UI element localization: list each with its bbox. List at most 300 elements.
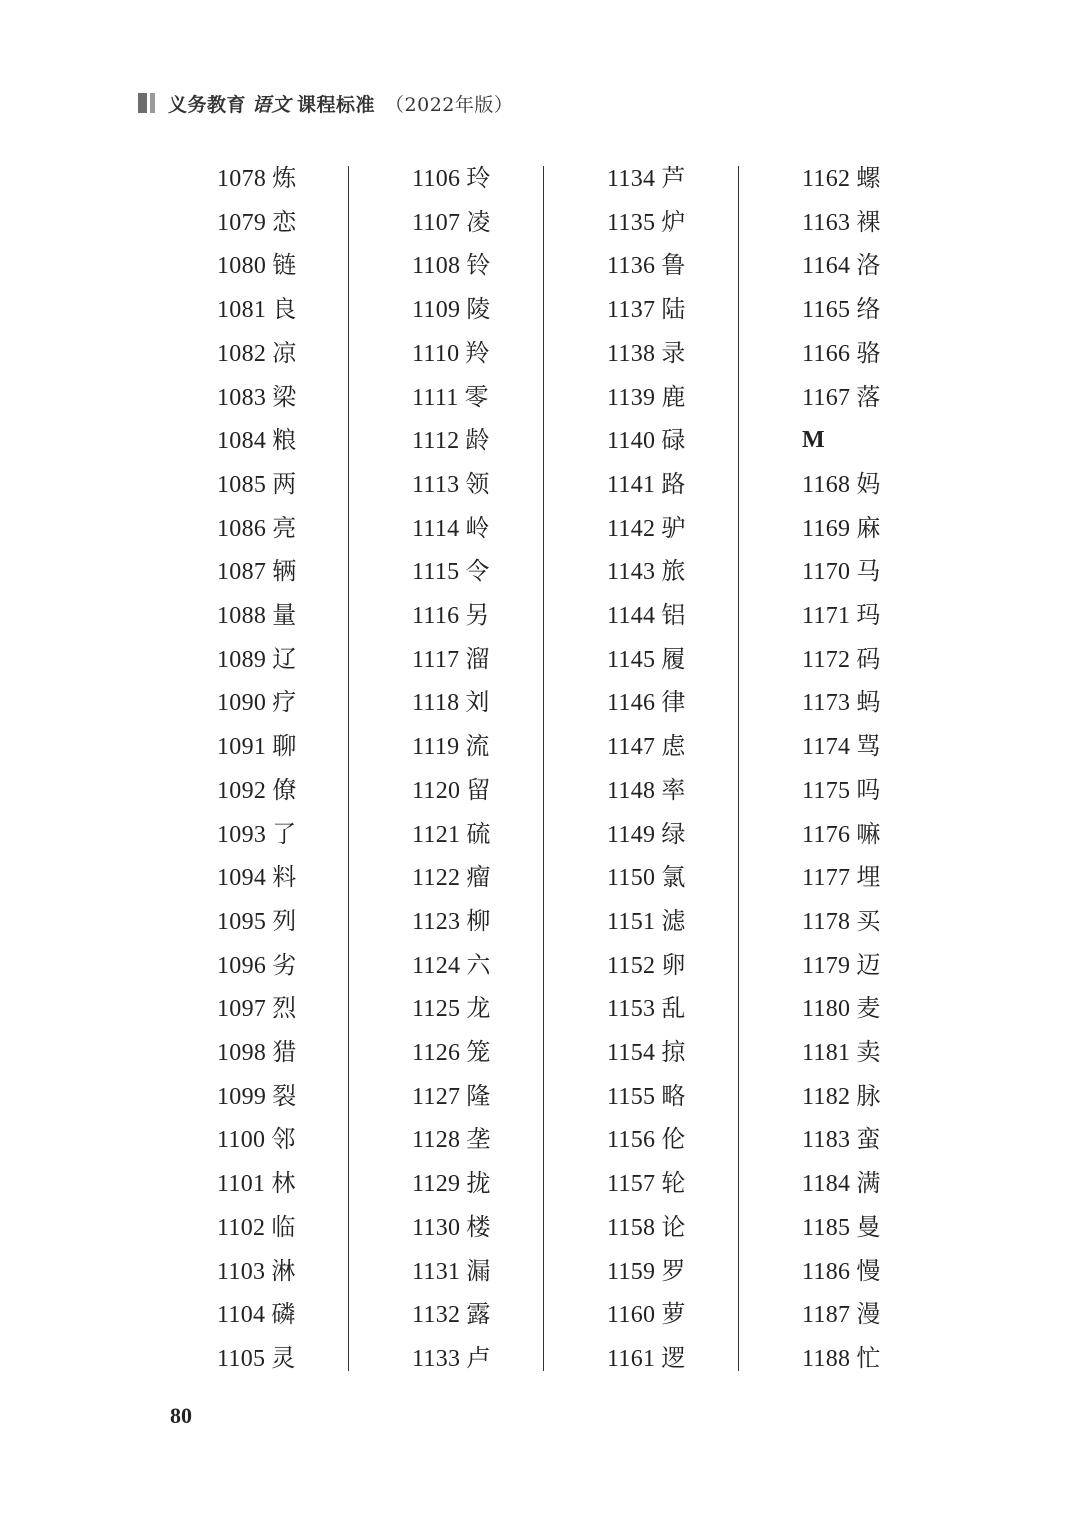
character-entry [217,680,296,724]
character-entry [217,1117,295,1161]
entry-character: 恋 [272,207,297,236]
character-entry [217,375,296,419]
entry-character: 曼 [856,1212,881,1241]
character-entry [607,1074,685,1118]
entry-character: 露 [466,1300,491,1329]
entry-number: 1079 [217,209,267,236]
character-entry [217,1336,295,1380]
character-entry [802,1161,880,1205]
entry-number: 1163 [802,209,851,236]
character-entry [217,855,296,899]
entry-character: 疗 [272,688,297,717]
header-bar-icon [138,93,158,113]
entry-number: 1167 [802,384,851,411]
entry-character: 楼 [466,1212,491,1241]
entry-character: 链 [272,251,297,280]
entry-number: 1130 [412,1214,461,1241]
entry-number: 1111 [412,384,459,411]
entry-number: 1105 [217,1345,266,1372]
entry-character: 龄 [465,426,490,455]
entry-character: 烈 [272,994,297,1023]
entry-number: 1094 [217,865,267,892]
entry-number: 1127 [412,1083,461,1110]
entry-number: 1085 [217,471,267,498]
entry-character: 凉 [272,338,297,367]
character-entry [802,986,880,1030]
entry-character: 埋 [856,863,881,892]
entry-number: 1137 [607,297,656,324]
entry-character: 陵 [466,295,491,324]
entry-character: 良 [272,295,297,324]
entry-character: 另 [465,601,490,629]
character-entry [412,418,489,462]
entry-character: 路 [661,469,686,498]
entry-character: 逻 [661,1343,686,1372]
character-entry [217,243,296,287]
entry-character: 鲁 [661,251,686,280]
entry-number: 1100 [217,1127,266,1154]
entry-character: 驴 [661,513,686,542]
entry-character: 轮 [661,1169,686,1198]
character-entry [217,287,296,331]
character-entry [412,1292,490,1336]
character-entry [802,1205,880,1249]
entry-number: 1161 [607,1345,656,1372]
entry-number: 1151 [607,908,656,935]
entry-character: 马 [856,557,881,586]
character-entry [802,1030,880,1074]
entry-character: 伦 [661,1125,686,1154]
entry-number: 1103 [217,1258,266,1285]
character-entry [802,680,880,724]
entry-number: 1184 [802,1171,851,1198]
entry-number: 1091 [217,734,267,761]
entry-number: 1113 [412,471,460,498]
entry-character: 卖 [856,1038,881,1066]
entry-number: 1148 [607,777,656,804]
section-letter: M [802,427,825,454]
entry-character: 笼 [466,1038,491,1066]
entry-number: 1188 [802,1345,851,1372]
entry-character: 羚 [465,338,490,367]
character-entry [802,1074,880,1118]
character-entry [217,637,296,681]
entry-number: 1139 [607,384,656,411]
entry-character: 量 [272,601,297,629]
entry-character: 裸 [856,207,881,236]
character-entry [607,331,685,375]
column-divider [543,166,544,1371]
entry-character: 鹿 [661,382,686,411]
entry-character: 脉 [856,1081,881,1110]
character-entry [607,1292,685,1336]
entry-character: 洛 [856,251,881,280]
character-entry [412,1117,490,1161]
entry-character: 拢 [466,1169,491,1198]
entry-number: 1149 [607,821,656,848]
entry-character: 骆 [856,338,881,367]
entry-character: 慢 [856,1256,881,1285]
character-entry [217,1292,295,1336]
entry-number: 1142 [607,515,656,542]
entry-character: 卢 [466,1343,491,1372]
entry-character: 萝 [661,1300,686,1329]
entry-number: 1123 [412,908,461,935]
entry-number: 1078 [217,166,267,192]
character-entry [607,680,685,724]
entry-number: 1177 [802,865,851,892]
entry-character: 滤 [661,906,686,935]
entry-number: 1181 [802,1040,851,1066]
entry-number: 1175 [802,777,851,804]
character-entry [412,986,490,1030]
entry-character: 吗 [856,775,881,804]
character-entry [802,156,880,200]
character-entry [607,899,685,943]
entry-number: 1145 [607,646,656,673]
entry-number: 1121 [412,821,461,848]
character-table [0,156,1088,1386]
entry-number: 1090 [217,690,267,717]
character-entry [217,462,296,506]
entry-character: 碌 [661,426,686,455]
character-entry [802,1336,880,1380]
entry-character: 流 [465,732,490,761]
character-entry [217,1074,296,1118]
character-entry [802,724,880,768]
entry-character: 梁 [272,382,297,411]
character-entry [802,331,880,375]
character-entry [607,855,685,899]
entry-character: 麻 [856,513,881,542]
entry-number: 1118 [412,690,460,717]
entry-character: 螺 [856,164,881,192]
entry-character: 龙 [466,994,491,1023]
entry-character: 码 [856,644,881,673]
entry-character: 旅 [661,557,686,586]
character-entry [412,768,490,812]
entry-character: 漫 [856,1300,881,1329]
entry-number: 1178 [802,908,851,935]
entry-character: 了 [272,819,297,848]
entry-number: 1086 [217,515,267,542]
header-title-part3: 课程标准 [297,93,376,116]
character-entry [607,986,685,1030]
character-entry [217,506,296,550]
character-entry [217,1205,295,1249]
entry-character: 零 [464,382,489,411]
character-entry [802,243,880,287]
character-entry [607,200,685,244]
entry-character: 落 [856,382,881,411]
entry-character: 炉 [661,207,686,236]
entry-number: 1152 [607,952,656,979]
entry-character: 率 [661,775,686,804]
character-entry [802,1249,880,1293]
character-entry [802,855,880,899]
character-entry [412,506,489,550]
entry-number: 1156 [607,1127,656,1154]
entry-number: 1173 [802,690,851,717]
character-entry [412,812,490,856]
entry-character: 蛮 [856,1125,881,1154]
entry-number: 1128 [412,1127,461,1154]
entry-character: 料 [272,863,297,892]
entry-number: 1081 [217,297,267,324]
entry-character: 麦 [856,994,881,1023]
entry-number: 1124 [412,952,461,979]
character-entry [802,506,880,550]
entry-number: 1114 [412,515,460,542]
entry-number: 1126 [412,1040,461,1066]
column-divider [738,166,739,1371]
entry-number: 1141 [607,471,656,498]
entry-character: 录 [661,338,686,367]
character-entry [802,375,880,419]
entry-character: 炼 [272,164,297,192]
entry-character: 令 [465,557,490,586]
entry-number: 1082 [217,340,267,367]
character-entry [802,593,880,637]
entry-character: 领 [465,469,490,498]
entry-character: 玲 [466,164,491,192]
character-entry [607,812,685,856]
entry-character: 猎 [272,1038,297,1066]
character-entry [607,1249,685,1293]
entry-character: 罗 [661,1256,686,1285]
entry-character: 玛 [856,601,881,629]
entry-character: 陆 [661,295,686,324]
entry-number: 1083 [217,384,267,411]
character-entry [217,1249,295,1293]
character-entry [607,1117,685,1161]
entry-character: 柳 [466,906,491,935]
entry-character: 骂 [856,732,881,761]
entry-character: 临 [271,1212,296,1241]
character-entry [217,1161,295,1205]
entry-number: 1107 [412,209,461,236]
entry-character: 忙 [856,1343,881,1372]
character-entry [412,593,489,637]
entry-number: 1104 [217,1302,266,1329]
entry-character: 漏 [466,1256,491,1285]
character-entry [412,462,489,506]
entry-character: 乱 [661,994,686,1023]
entry-number: 1169 [802,515,851,542]
character-entry [412,156,490,200]
character-entry [607,1030,685,1074]
entry-number: 1087 [217,559,267,586]
entry-number: 1108 [412,253,461,280]
entry-number: 1099 [217,1083,267,1110]
entry-character: 淋 [271,1256,296,1285]
entry-number: 1109 [412,297,461,324]
entry-number: 1171 [802,603,851,629]
character-entry [802,287,880,331]
entry-number: 1153 [607,996,656,1023]
entry-number: 1174 [802,734,851,761]
entry-number: 1147 [607,734,656,761]
entry-number: 1119 [412,734,460,761]
entry-number: 1096 [217,952,267,979]
character-entry [412,375,489,419]
entry-character: 嘛 [856,819,881,848]
character-entry [217,899,296,943]
character-entry [802,637,880,681]
entry-number: 1112 [412,428,460,455]
entry-number: 1144 [607,603,656,629]
entry-number: 1097 [217,996,267,1023]
entry-number: 1098 [217,1040,267,1066]
entry-number: 1166 [802,340,851,367]
entry-number: 1116 [412,603,460,629]
character-entry [802,1292,880,1336]
entry-number: 1179 [802,952,851,979]
entry-character: 粮 [272,426,297,455]
entry-number: 1160 [607,1302,656,1329]
character-entry [607,768,685,812]
character-entry [802,462,880,506]
entry-number: 1155 [607,1083,656,1110]
entry-number: 1172 [802,646,851,673]
entry-number: 1159 [607,1258,656,1285]
entry-character: 两 [272,469,297,498]
entry-character: 迈 [856,950,881,979]
entry-character: 列 [272,906,297,935]
entry-number: 1185 [802,1214,851,1241]
entry-number: 1122 [412,865,461,892]
entry-character: 劣 [272,950,297,979]
character-entry [607,418,685,462]
entry-number: 1183 [802,1127,851,1154]
header-title-part1: 义务教育 [168,93,247,116]
entry-number: 1092 [217,777,267,804]
entry-character: 灵 [271,1343,296,1372]
character-entry [607,243,685,287]
entry-character: 买 [856,906,881,935]
entry-character: 绿 [661,819,686,848]
character-entry [217,768,296,812]
entry-character: 卵 [661,950,686,979]
character-entry [412,200,490,244]
page-number: 80 [170,1403,192,1428]
entry-number: 1138 [607,340,656,367]
entry-character: 铝 [661,601,686,629]
character-entry [412,637,489,681]
entry-character: 论 [661,1212,686,1241]
character-entry [607,375,685,419]
entry-character: 岭 [465,513,490,542]
entry-character: 掠 [661,1038,686,1066]
entry-character: 隆 [466,1081,491,1110]
entry-number: 1186 [802,1258,851,1285]
entry-character: 铃 [466,251,491,280]
entry-number: 1106 [412,166,461,192]
entry-character: 络 [856,295,881,324]
character-entry [412,1030,490,1074]
character-entry [412,1074,490,1118]
entry-number: 1136 [607,253,656,280]
entry-number: 1168 [802,471,851,498]
entry-number: 1187 [802,1302,851,1329]
character-entry [412,331,489,375]
entry-character: 刘 [465,688,490,717]
entry-number: 1182 [802,1083,851,1110]
entry-number: 1146 [607,690,656,717]
character-entry [802,943,880,987]
entry-number: 1080 [217,253,267,280]
character-entry [217,200,296,244]
character-entry [607,549,685,593]
entry-number: 1132 [412,1302,461,1329]
entry-character: 瘤 [466,863,491,892]
header-title-subject: 语文 [252,93,292,116]
entry-character: 亮 [272,513,297,542]
entry-character: 辆 [272,557,297,586]
entry-number: 1110 [412,340,460,367]
entry-character: 留 [466,775,491,804]
entry-character: 履 [661,644,686,673]
character-entry [217,331,296,375]
entry-character: 辽 [272,644,297,673]
entry-number: 1089 [217,646,267,673]
character-entry [412,1336,490,1380]
character-entry [607,593,685,637]
entry-number: 1084 [217,428,267,455]
character-entry [217,943,296,987]
character-entry [412,1205,490,1249]
entry-character: 邻 [271,1125,296,1154]
character-entry [802,899,880,943]
entry-number: 1135 [607,209,656,236]
entry-number: 1140 [607,428,656,455]
character-entry [412,855,490,899]
entry-number: 1131 [412,1258,461,1285]
character-entry [217,418,296,462]
entry-character: 磷 [271,1300,296,1329]
entry-number: 1093 [217,821,267,848]
entry-character: 律 [661,688,686,717]
entry-character: 凌 [466,207,491,236]
entry-number: 1088 [217,603,267,629]
entry-character: 聊 [272,732,297,761]
running-header [138,88,513,118]
entry-number: 1120 [412,777,461,804]
character-entry [412,287,490,331]
character-entry [412,899,490,943]
entry-number: 1102 [217,1214,266,1241]
entry-character: 裂 [272,1081,297,1110]
character-entry [607,724,685,768]
entry-character: 垄 [466,1125,491,1154]
entry-number: 1170 [802,559,851,586]
header-title [168,90,513,117]
character-entry [607,637,685,681]
character-entry [607,287,685,331]
entry-number: 1158 [607,1214,656,1241]
character-entry [607,1205,685,1249]
character-entry [802,812,880,856]
entry-number: 1143 [607,559,656,586]
column-divider [348,166,349,1371]
entry-character: 满 [856,1169,881,1198]
character-entry [607,156,685,200]
entry-number: 1162 [802,166,851,192]
character-entry [412,1249,490,1293]
character-entry [217,812,296,856]
character-entry [412,1161,490,1205]
entry-character: 妈 [856,469,881,498]
